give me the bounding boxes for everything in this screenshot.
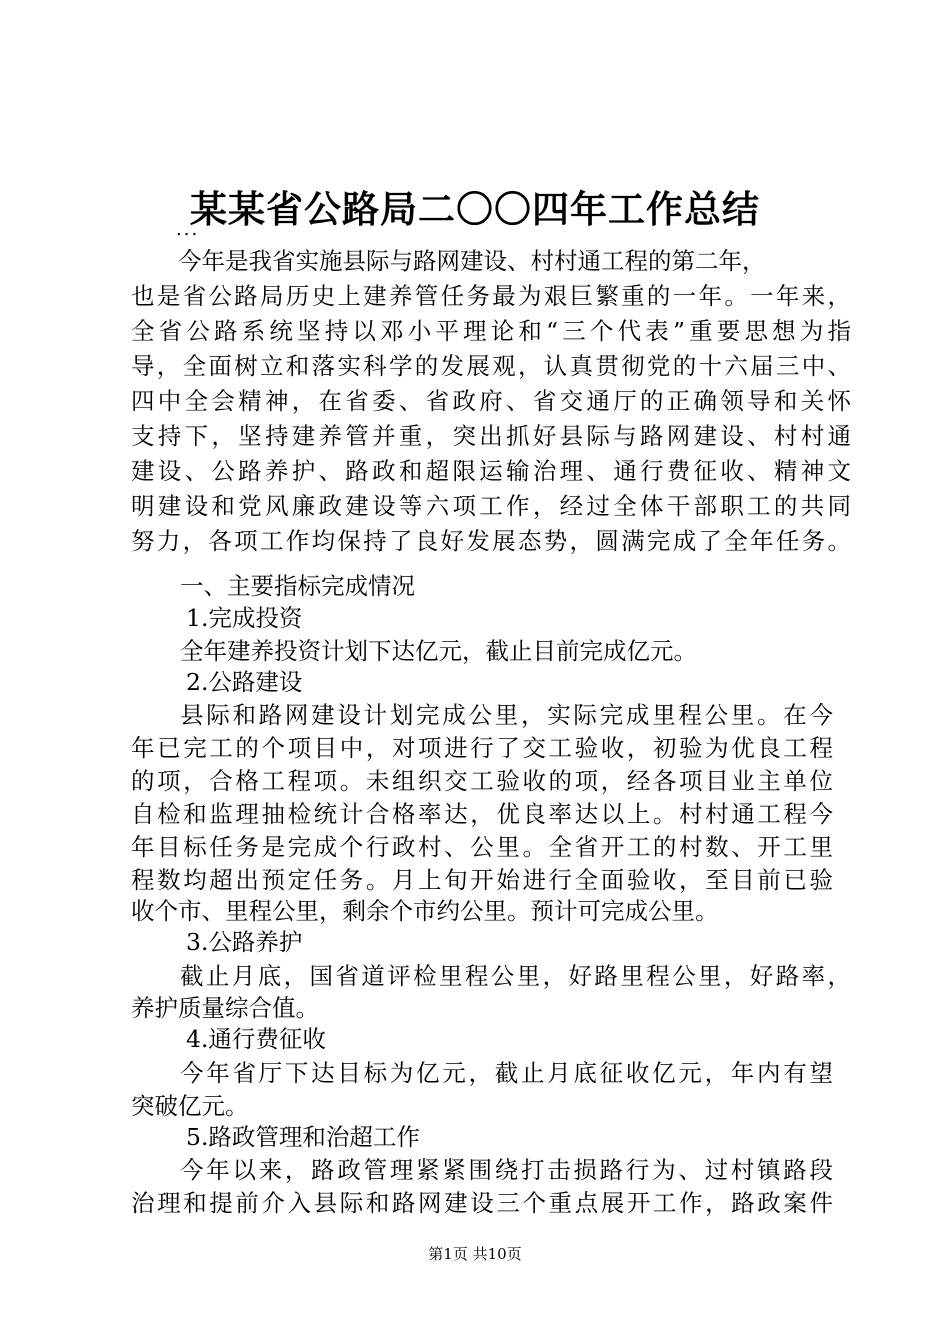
subsection-heading-3: 3.公路养护	[186, 928, 303, 956]
intro-line-3: 全省公路系统坚持以邓小平理论和“三个代表”重要思想为指	[131, 317, 851, 345]
subsection-heading-2: 2.公路建设	[186, 668, 303, 696]
sub3-line-1: 截止月底，国省道评检里程公里，好路里程公里，好路率，	[180, 962, 851, 990]
intro-line-2: 也是省公路局历史上建养管任务最为艰巨繁重的一年。一年来，	[131, 282, 851, 310]
page-footer: 第1页 共10页	[428, 1245, 522, 1263]
section-heading: 一、主要指标完成情况	[180, 572, 415, 600]
sub2-line-5: 年目标任务是完成个行政村、公里。全省开工的村数、开工里	[131, 833, 833, 861]
sub2-line-1: 县际和路网建设计划完成公里，实际完成里程公里。在今	[180, 701, 833, 729]
intro-line-8: 明建设和党风廉政建设等六项工作，经过全体干部职工的共同	[131, 492, 851, 520]
sub5-line-2: 治理和提前介入县际和路网建设三个重点展开工作，路政案件	[131, 1189, 833, 1217]
sub2-line-3: 的项，合格工程项。未组织交工验收的项，经各项目业主单位	[131, 767, 833, 795]
document-title: 某某省公路局二〇〇四年工作总结	[190, 188, 760, 231]
sub5-line-1: 今年以来，路政管理紧紧围绕打击损路行为、过村镇路段	[180, 1156, 833, 1184]
intro-line-4: 导，全面树立和落实科学的发展观，认真贯彻党的十六届三中、	[131, 352, 851, 380]
subsection-heading-1: 1.完成投资	[186, 604, 303, 632]
intro-line-7: 建设、公路养护、路政和超限运输治理、通行费征收、精神文	[131, 457, 851, 485]
sub2-line-4: 自检和监理抽检统计合格率达，优良率达以上。村村通工程今	[131, 800, 833, 828]
subsection-heading-4: 4.通行费征收	[186, 1025, 326, 1053]
intro-line-5: 四中全会精神，在省委、省政府、省交通厅的正确领导和关怀	[131, 387, 851, 415]
subsection-heading-5: 5.路政管理和治超工作	[186, 1123, 420, 1151]
ellipsis-marker: ...	[176, 219, 200, 240]
sub2-line-7: 收个市、里程公里，剩余个市约公里。预计可完成公里。	[131, 897, 719, 925]
sub2-line-2: 年已完工的个项目中，对项进行了交工验收，初验为优良工程	[131, 734, 833, 762]
sub4-line-1: 今年省厅下达目标为亿元，截止月底征收亿元，年内有望	[180, 1059, 833, 1087]
sub3-line-2: 养护质量综合值。	[131, 994, 319, 1022]
sub1-line-1: 全年建养投资计划下达亿元，截止目前完成亿元。	[180, 637, 697, 665]
intro-line-9: 努力，各项工作均保持了良好发展态势，圆满完成了全年任务。	[131, 527, 851, 555]
sub2-line-6: 程数均超出预定任务。月上旬开始进行全面验收，至目前已验	[131, 866, 833, 894]
intro-line-1: 今年是我省实施县际与路网建设、村村通工程的第二年，	[178, 247, 766, 275]
sub4-line-2: 突破亿元。	[131, 1092, 249, 1120]
intro-line-6: 支持下，坚持建养管并重，突出抓好县际与路网建设、村村通	[131, 422, 851, 450]
